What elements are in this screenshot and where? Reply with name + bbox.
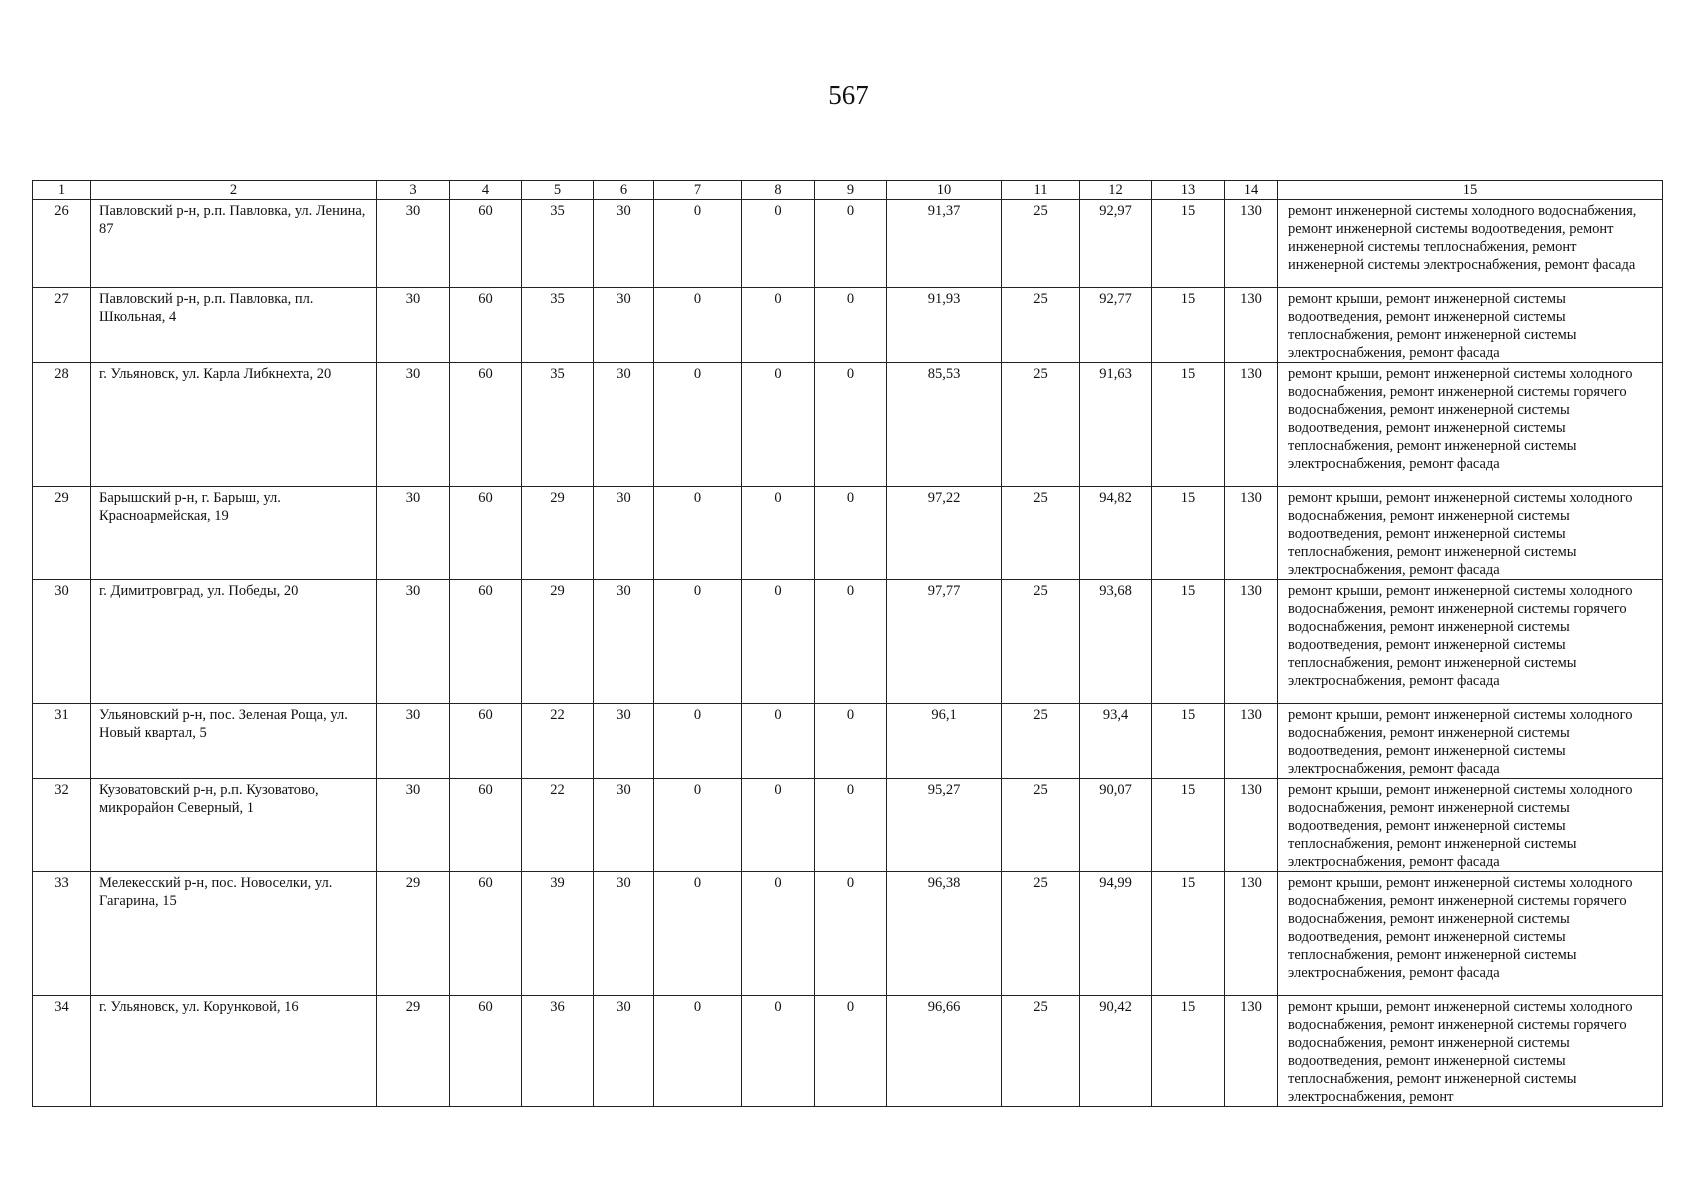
table-cell: 60 [450, 288, 522, 363]
table-cell: 30 [377, 779, 450, 872]
table-cell: 22 [522, 704, 594, 779]
row-number: 30 [33, 580, 91, 704]
table-cell: 15 [1152, 704, 1225, 779]
table-cell: 25 [1002, 779, 1080, 872]
table-cell: 29 [377, 872, 450, 996]
table-row [33, 872, 1663, 996]
table-cell: 93,68 [1080, 580, 1152, 704]
column-header: 10 [887, 181, 1002, 200]
table-cell: 92,77 [1080, 288, 1152, 363]
table-cell: 0 [654, 704, 742, 779]
table-row [33, 704, 1663, 779]
page-number: 567 [828, 80, 869, 110]
table-cell: 30 [594, 704, 654, 779]
table-cell: 30 [377, 580, 450, 704]
table-cell: 25 [1002, 704, 1080, 779]
table-cell: 15 [1152, 363, 1225, 487]
table-cell: 30 [594, 288, 654, 363]
table-cell: 0 [815, 580, 887, 704]
table-cell: 60 [450, 200, 522, 288]
table-cell: 0 [815, 288, 887, 363]
table-cell: 30 [594, 580, 654, 704]
table-cell: 130 [1225, 872, 1278, 996]
table-cell: 90,07 [1080, 779, 1152, 872]
table-cell: 30 [594, 363, 654, 487]
table-row [33, 580, 1663, 704]
table-cell: 0 [654, 580, 742, 704]
table-cell: 130 [1225, 200, 1278, 288]
works-description: ремонт инженерной системы холодного водоснабжения, ремонт инженерной системы водоотведения, ремонт инженерной системы теплоснабжения, ремонт инженерной системы электроснабжения, ремонт фасада [1278, 200, 1663, 288]
table-cell: 0 [815, 704, 887, 779]
table-cell: 15 [1152, 288, 1225, 363]
row-number: 32 [33, 779, 91, 872]
works-description: ремонт крыши, ремонт инженерной системы холодного водоснабжения, ремонт инженерной системы горячего водоснабжения, ремонт инженерной системы водоотведения, ремонт инженерной системы теплоснабжения, ремонт инженерной системы электроснабжения, ремонт фасада [1278, 580, 1663, 704]
address-cell: Павловский р-н, р.п. Павловка, пл. Школьная, 4 [91, 288, 377, 363]
address-cell: г. Димитровград, ул. Победы, 20 [91, 580, 377, 704]
table-cell: 60 [450, 580, 522, 704]
table-cell: 130 [1225, 580, 1278, 704]
table-cell: 36 [522, 996, 594, 1107]
table-cell: 0 [654, 996, 742, 1107]
table-cell: 60 [450, 363, 522, 487]
table-cell: 29 [377, 996, 450, 1107]
table-cell: 130 [1225, 363, 1278, 487]
table-cell: 30 [377, 200, 450, 288]
table-cell: 96,1 [887, 704, 1002, 779]
table-cell: 60 [450, 487, 522, 580]
table-cell: 97,22 [887, 487, 1002, 580]
table-cell: 130 [1225, 996, 1278, 1107]
table-cell: 29 [522, 487, 594, 580]
table-row [33, 779, 1663, 872]
table-cell: 0 [742, 200, 815, 288]
table-cell: 90,42 [1080, 996, 1152, 1107]
row-number: 27 [33, 288, 91, 363]
column-header: 5 [522, 181, 594, 200]
table-row [33, 200, 1663, 288]
table-cell: 96,66 [887, 996, 1002, 1107]
column-header: 2 [91, 181, 377, 200]
table-cell: 60 [450, 872, 522, 996]
column-header: 8 [742, 181, 815, 200]
table-cell: 0 [742, 996, 815, 1107]
table-cell: 0 [742, 487, 815, 580]
works-description: ремонт крыши, ремонт инженерной системы холодного водоснабжения, ремонт инженерной системы водоотведения, ремонт инженерной системы теплоснабжения, ремонт инженерной системы электроснабжения, ремонт фасада [1278, 487, 1663, 580]
table-cell: 0 [742, 580, 815, 704]
column-header: 3 [377, 181, 450, 200]
column-header: 7 [654, 181, 742, 200]
row-number: 31 [33, 704, 91, 779]
table-cell: 92,97 [1080, 200, 1152, 288]
table-cell: 91,63 [1080, 363, 1152, 487]
table-cell: 85,53 [887, 363, 1002, 487]
table-row [33, 996, 1663, 1107]
table-cell: 91,37 [887, 200, 1002, 288]
works-description: ремонт крыши, ремонт инженерной системы холодного водоснабжения, ремонт инженерной системы горячего водоснабжения, ремонт инженерной системы водоотведения, ремонт инженерной системы теплоснабжения, ремонт инженерной системы электроснабжения, ремонт [1278, 996, 1663, 1107]
table-cell: 60 [450, 996, 522, 1107]
table-cell: 91,93 [887, 288, 1002, 363]
table-cell: 25 [1002, 288, 1080, 363]
address-cell: Павловский р-н, р.п. Павловка, ул. Ленина, 87 [91, 200, 377, 288]
table-cell: 15 [1152, 872, 1225, 996]
table-cell: 15 [1152, 487, 1225, 580]
table-cell: 130 [1225, 779, 1278, 872]
table-cell: 15 [1152, 200, 1225, 288]
table-row [33, 363, 1663, 487]
address-cell: Барышский р-н, г. Барыш, ул. Красноармейская, 19 [91, 487, 377, 580]
table-cell: 30 [594, 996, 654, 1107]
table-cell: 25 [1002, 363, 1080, 487]
table-cell: 30 [594, 872, 654, 996]
table-cell: 0 [654, 872, 742, 996]
column-header: 1 [33, 181, 91, 200]
table-cell: 0 [815, 487, 887, 580]
address-cell: г. Ульяновск, ул. Корунковой, 16 [91, 996, 377, 1107]
table-cell: 0 [654, 200, 742, 288]
table-cell: 60 [450, 779, 522, 872]
row-number: 28 [33, 363, 91, 487]
column-header: 4 [450, 181, 522, 200]
table-cell: 0 [815, 200, 887, 288]
table-cell: 0 [742, 363, 815, 487]
table-cell: 30 [594, 487, 654, 580]
works-description: ремонт крыши, ремонт инженерной системы холодного водоснабжения, ремонт инженерной системы водоотведения, ремонт инженерной системы теплоснабжения, ремонт инженерной системы электроснабжения, ремонт фасада [1278, 779, 1663, 872]
table-cell: 30 [377, 487, 450, 580]
table-row [33, 487, 1663, 580]
column-header: 9 [815, 181, 887, 200]
table-cell: 0 [815, 996, 887, 1107]
table-cell: 30 [377, 363, 450, 487]
table-cell: 94,99 [1080, 872, 1152, 996]
table-cell: 0 [815, 779, 887, 872]
address-cell: Ульяновский р-н, пос. Зеленая Роща, ул. Новый квартал, 5 [91, 704, 377, 779]
table-cell: 94,82 [1080, 487, 1152, 580]
header-row [33, 181, 1663, 200]
table-cell: 25 [1002, 872, 1080, 996]
address-cell: г. Ульяновск, ул. Карла Либкнехта, 20 [91, 363, 377, 487]
table-cell: 130 [1225, 288, 1278, 363]
table-cell: 15 [1152, 580, 1225, 704]
data-table [32, 180, 1663, 1107]
table-cell: 130 [1225, 704, 1278, 779]
table-cell: 29 [522, 580, 594, 704]
row-number: 26 [33, 200, 91, 288]
column-header: 15 [1278, 181, 1663, 200]
table-cell: 39 [522, 872, 594, 996]
table-cell: 97,77 [887, 580, 1002, 704]
table-cell: 25 [1002, 200, 1080, 288]
table-cell: 0 [654, 288, 742, 363]
table-cell: 25 [1002, 487, 1080, 580]
column-header: 13 [1152, 181, 1225, 200]
table-cell: 0 [742, 779, 815, 872]
table-cell: 0 [654, 779, 742, 872]
table-cell: 0 [654, 363, 742, 487]
column-header: 6 [594, 181, 654, 200]
address-cell: Мелекесский р-н, пос. Новоселки, ул. Гагарина, 15 [91, 872, 377, 996]
works-description: ремонт крыши, ремонт инженерной системы холодного водоснабжения, ремонт инженерной системы горячего водоснабжения, ремонт инженерной системы водоотведения, ремонт инженерной системы теплоснабжения, ремонт инженерной системы электроснабжения, ремонт фасада [1278, 872, 1663, 996]
table-cell: 95,27 [887, 779, 1002, 872]
works-description: ремонт крыши, ремонт инженерной системы холодного водоснабжения, ремонт инженерной системы горячего водоснабжения, ремонт инженерной системы водоотведения, ремонт инженерной системы теплоснабжения, ремонт инженерной системы электроснабжения, ремонт фасада [1278, 363, 1663, 487]
table-cell: 35 [522, 200, 594, 288]
table-cell: 96,38 [887, 872, 1002, 996]
table-cell: 35 [522, 288, 594, 363]
table-cell: 93,4 [1080, 704, 1152, 779]
table-cell: 0 [742, 872, 815, 996]
table-cell: 0 [815, 363, 887, 487]
table-cell: 0 [742, 704, 815, 779]
table-cell: 0 [742, 288, 815, 363]
column-header: 11 [1002, 181, 1080, 200]
column-header: 12 [1080, 181, 1152, 200]
works-description: ремонт крыши, ремонт инженерной системы холодного водоснабжения, ремонт инженерной системы водоотведения, ремонт инженерной системы электроснабжения, ремонт фасада [1278, 704, 1663, 779]
table-cell: 25 [1002, 580, 1080, 704]
table-cell: 130 [1225, 487, 1278, 580]
works-description: ремонт крыши, ремонт инженерной системы водоотведения, ремонт инженерной системы теплоснабжения, ремонт инженерной системы электроснабжения, ремонт фасада [1278, 288, 1663, 363]
table-row [33, 288, 1663, 363]
table-cell: 30 [377, 288, 450, 363]
row-number: 29 [33, 487, 91, 580]
table-cell: 30 [377, 704, 450, 779]
row-number: 34 [33, 996, 91, 1107]
table-cell: 60 [450, 704, 522, 779]
row-number: 33 [33, 872, 91, 996]
table-cell: 15 [1152, 996, 1225, 1107]
table-cell: 30 [594, 200, 654, 288]
table-cell: 30 [594, 779, 654, 872]
table-cell: 15 [1152, 779, 1225, 872]
table-cell: 0 [815, 872, 887, 996]
table-cell: 22 [522, 779, 594, 872]
table-cell: 25 [1002, 996, 1080, 1107]
table-cell: 35 [522, 363, 594, 487]
table-cell: 0 [654, 487, 742, 580]
address-cell: Кузоватовский р-н, р.п. Кузоватово, микрорайон Северный, 1 [91, 779, 377, 872]
column-header: 14 [1225, 181, 1278, 200]
